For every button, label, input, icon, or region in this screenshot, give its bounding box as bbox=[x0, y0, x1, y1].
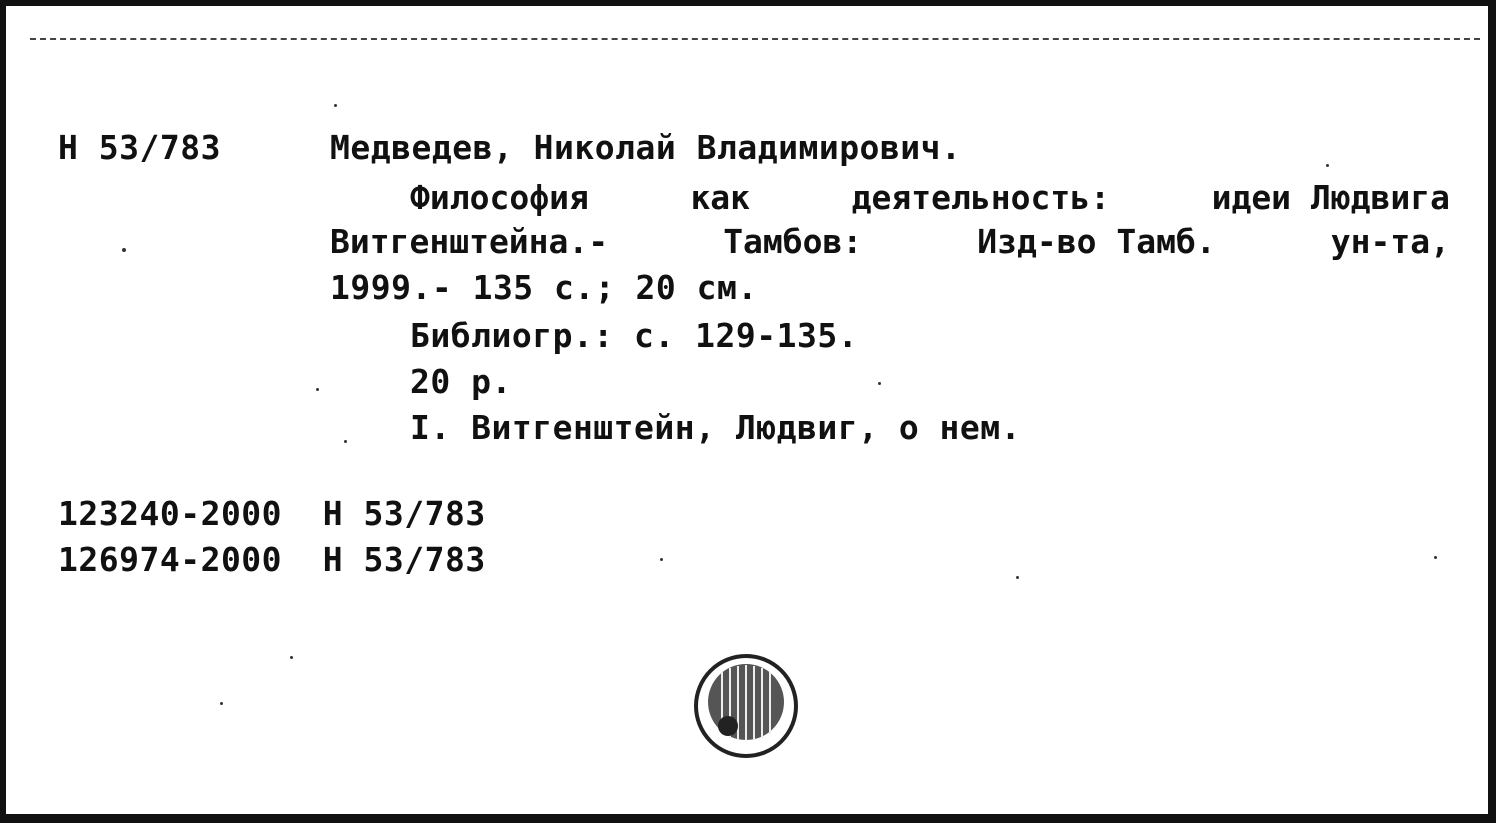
title-word: Философия bbox=[410, 178, 589, 217]
bibliography-note: Библиогр.: с. 129-135. bbox=[410, 316, 859, 355]
title-word: ун-та, bbox=[1330, 222, 1450, 261]
scan-speck bbox=[1434, 556, 1437, 559]
top-dashed-rule bbox=[30, 38, 1480, 40]
card-border-right bbox=[1488, 0, 1496, 823]
copy-shelf-mark: Н 53/783 bbox=[322, 494, 486, 533]
scan-speck bbox=[660, 558, 663, 561]
inventory-number: 123240-2000 bbox=[58, 494, 283, 533]
title-word: Витгенштейна.- bbox=[330, 222, 609, 261]
scan-speck bbox=[220, 702, 223, 705]
title-word: деятельность: bbox=[851, 178, 1110, 217]
copy-record bbox=[58, 494, 486, 534]
scan-speck bbox=[122, 248, 126, 252]
scan-speck bbox=[290, 656, 293, 659]
shelf-mark: Н 53/783 bbox=[58, 128, 221, 167]
card-border-bottom bbox=[0, 814, 1496, 823]
scan-speck bbox=[344, 440, 347, 443]
card-border-left bbox=[0, 0, 6, 823]
title-line-2 bbox=[330, 222, 1450, 262]
scan-speck bbox=[334, 104, 337, 107]
scan-speck bbox=[1326, 164, 1329, 167]
subject-entry: I. Витгенштейн, Людвиг, о нем. bbox=[410, 408, 1022, 447]
punch-hole-icon bbox=[692, 652, 800, 760]
scan-speck bbox=[878, 382, 881, 385]
price-note: 20 р. bbox=[410, 362, 512, 401]
imprint-line: 1999.- 135 с.; 20 см. bbox=[330, 268, 758, 307]
scan-speck bbox=[316, 388, 319, 391]
title-word: Изд-во Тамб. bbox=[977, 222, 1216, 261]
copy-shelf-mark: Н 53/783 bbox=[322, 540, 486, 579]
card-border-top bbox=[0, 0, 1496, 6]
title-word: Тамбов: bbox=[723, 222, 863, 261]
title-line-1 bbox=[410, 178, 1450, 218]
copy-record bbox=[58, 540, 486, 580]
scan-speck bbox=[1016, 576, 1019, 579]
title-word: как bbox=[690, 178, 751, 217]
inventory-number: 126974-2000 bbox=[58, 540, 283, 579]
author-heading: Медведев, Николай Владимирович. bbox=[330, 128, 962, 167]
title-word: идеи Людвига bbox=[1211, 178, 1450, 217]
